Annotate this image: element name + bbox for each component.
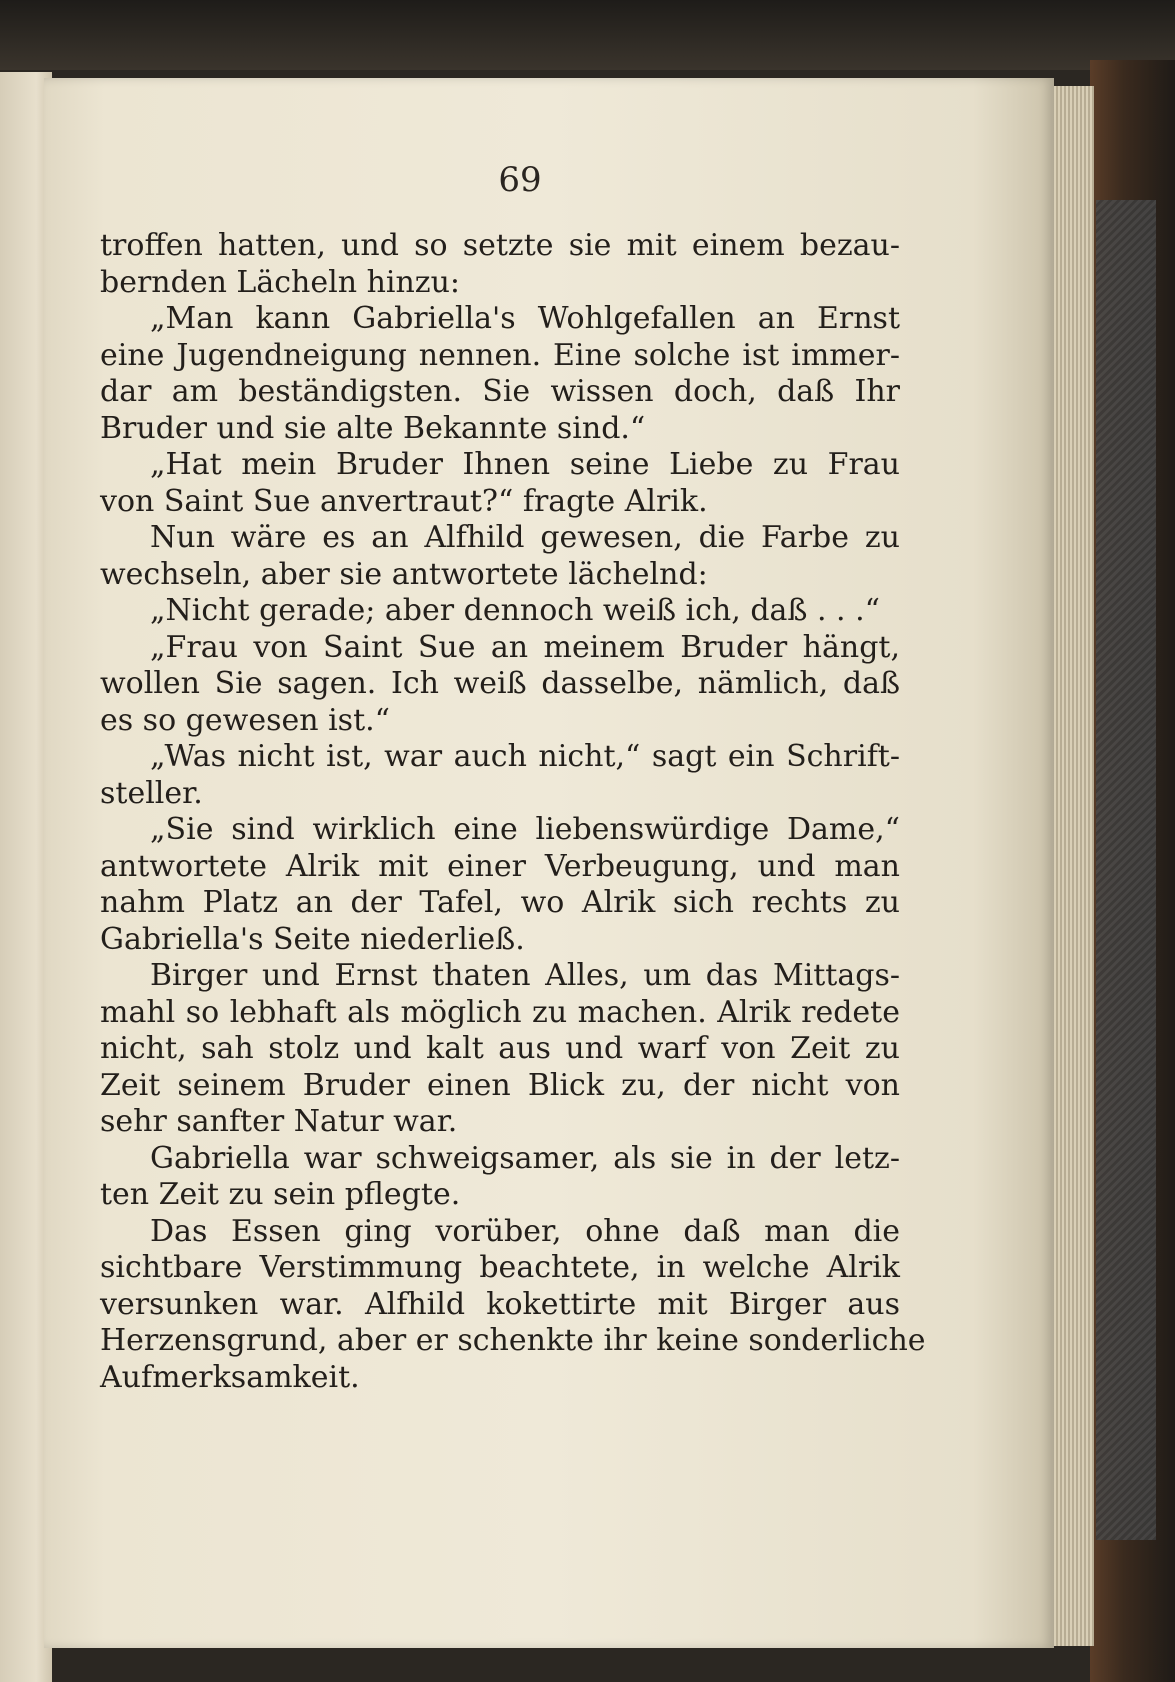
text-line: dar am beständigsten. Sie wissen doch, daß Ihr [100, 374, 900, 409]
text-line: nahm Platz an der Tafel, wo Alrik sich rechts zu [100, 885, 900, 920]
text-line: Zeit seinem Bruder einen Blick zu, der nicht von [100, 1067, 900, 1103]
text-line: steller. [100, 775, 203, 811]
text-line: „Nicht gerade; aber dennoch weiß ich, daß . . .“ [150, 593, 881, 628]
text-line: Das Essen ging vorüber, ohne daß man die [150, 1213, 900, 1249]
page-stack-edge [1054, 86, 1094, 1646]
text-line: nicht, sah stolz und kalt aus und warf von Zeit zu [100, 1031, 900, 1066]
text-line: ten Zeit zu sein pflegte. [100, 1177, 461, 1212]
text-line: Gabriella's Seite niederließ. [100, 921, 525, 957]
text-line: von Saint Sue anvertraut?“ fragte Alrik. [100, 483, 708, 519]
text-line: Birger und Ernst thaten Alles, um das Mittags- [150, 958, 900, 993]
text-line: mahl so lebhaft als möglich zu machen. Alrik redete [100, 994, 900, 1030]
text-line: es so gewesen ist.“ [100, 702, 390, 738]
text-line: Gabriella war schweigsamer, als sie in der letz- [150, 1140, 900, 1176]
page-text [100, 228, 926, 1396]
background-top [0, 0, 1175, 70]
cover-texture [1096, 200, 1156, 1540]
text-line: sehr sanfter Natur war. [100, 1104, 458, 1139]
text-line: bernden Lächeln hinzu: [100, 264, 461, 300]
text-line: „Man kann Gabriella's Wohlgefallen an Ernst [150, 301, 900, 336]
text-line: wechseln, aber sie antwortete lächelnd: [100, 556, 708, 592]
text-line: troffen hatten, und so setzte sie mit einem bezau- [100, 228, 900, 263]
text-line: „Frau von Saint Sue an meinem Bruder hängt, [150, 629, 900, 665]
text-line: wollen Sie sagen. Ich weiß dasselbe, nämlich, daß [100, 666, 900, 701]
text-line: antwortete Alrik mit einer Verbeugung, und man [100, 848, 900, 884]
text-line: versunken war. Alfhild kokettirte mit Birger aus [100, 1286, 900, 1322]
text-line: sichtbare Verstimmung beachtete, in welche Alrik [100, 1250, 900, 1285]
text-line: Bruder und sie alte Bekannte sind.“ [100, 410, 646, 446]
text-line: eine Jugendneigung nennen. Eine solche ist immer- [100, 337, 900, 373]
text-line: „Hat mein Bruder Ihnen seine Liebe zu Frau [150, 447, 900, 482]
text-line: „Sie sind wirklich eine liebenswürdige Dame,“ [150, 812, 900, 847]
text-line: Nun wäre es an Alfhild gewesen, die Farbe zu [150, 520, 900, 555]
text-line: Herzensgrund, aber er schenkte ihr keine sonderliche [100, 1323, 926, 1358]
page-number: 69 [498, 160, 542, 200]
text-line: „Was nicht ist, war auch nicht,“ sagt ein Schrift- [150, 739, 900, 774]
text-line: Aufmerksamkeit. [100, 1359, 360, 1395]
